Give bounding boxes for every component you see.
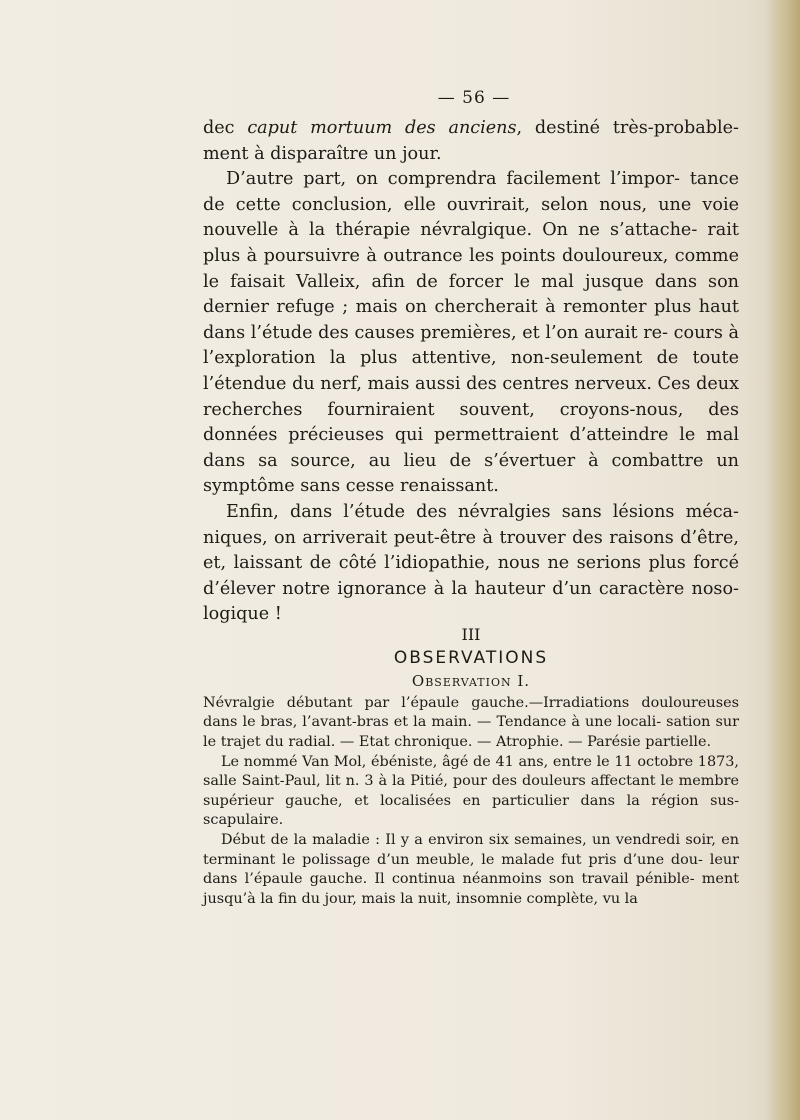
section-title: OBSERVATIONS bbox=[393, 647, 549, 668]
page-content bbox=[203, 88, 739, 909]
paragraph-text: , destiné très-probable- ment à disparaître un jour. bbox=[203, 118, 739, 164]
observation-case: Le nommé Van Mol, ébéniste, âgé de 41 ans, entre le 11 octobre 1873, salle Saint-Paul, lit n. 3 à la Pitié, pour des douleurs affectant le membre supérieur gauche, et localisées en particulier dans la région sus-scapulaire. bbox=[203, 753, 739, 829]
observation-onset: Début de la maladie : Il y a environ six semaines, un vendredi soir, en terminant le polissage d’un meuble, le malade fut pris d’une dou- leur dans l’épaule gauche. Il continua néanmoins son travail pénible- ment jusqu’à la fin du jour, mais la nuit, insomnie complète, vu la bbox=[203, 832, 739, 907]
observation-text bbox=[203, 694, 739, 910]
page-edge-shadow bbox=[766, 0, 800, 1120]
paragraph: D’autre part, on comprendra facilement l’impor- tance de cette conclusion, elle ouvrirait, selon nous, une voie nouvelle à la thérapie névralgique. On ne s’attache- rait plus à poursuivre à outrance les points douloureux, comme le faisait Valleix, afin de forcer le mal jusque dans son dernier refuge ; mais on chercherait à remonter plus haut dans l’étude des causes premières, et l’on aurait re- cours à l’exploration la plus attentive, non-seulement de toute l’étendue du nerf, mais aussi des centres nerveux. Ces deux recherches fourniraient souvent, croyons-nous, des données précieuses qui permettraient d’atteindre le mal dans sa source, au lieu de s’évertuer à combattre un symptôme sans cesse renaissant. bbox=[203, 169, 739, 497]
page-number: — 56 — bbox=[437, 88, 511, 108]
observation-summary: Névralgie débutant par l’épaule gauche.—Irradiations douloureuses dans le bras, l’avant-bras et la main. — Tendance à une locali- sation sur le trajet du radial. — Etat chronique. — Atrophie. — Parésie partielle. bbox=[203, 694, 739, 751]
paragraph: Enfin, dans l’étude des névralgies sans lésions méca- niques, on arriverait peut-être à trouver des raisons d’être, et, laissant de côté l’idiopathie, nous ne serions plus forcé d’élever notre ignorance à la hauteur d’un caractère noso- logique ! bbox=[203, 501, 739, 625]
main-text bbox=[203, 116, 739, 628]
italic-phrase: caput mortuum des anciens bbox=[247, 118, 517, 138]
paragraph-text: dec bbox=[203, 118, 248, 138]
paragraph bbox=[203, 116, 739, 167]
section-number: III bbox=[461, 624, 481, 644]
observation-label: Observation I. bbox=[411, 671, 531, 690]
